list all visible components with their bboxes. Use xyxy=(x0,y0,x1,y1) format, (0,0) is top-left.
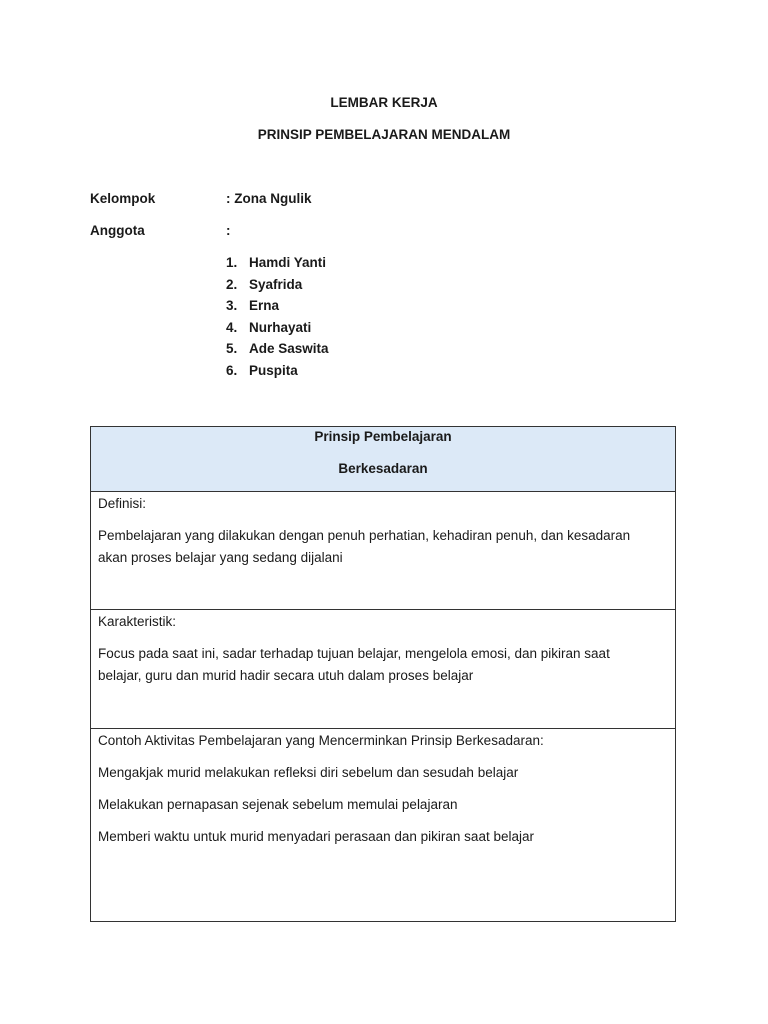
document-subtitle: PRINSIP PEMBELAJARAN MENDALAM xyxy=(257,127,511,142)
karakteristik-label: Karakteristik: xyxy=(98,614,177,629)
kelompok-value: : Zona Ngulik xyxy=(226,191,312,206)
table-header-line2: Berkesadaran xyxy=(338,461,428,476)
karakteristik-cell xyxy=(91,610,675,729)
member-name: Hamdi Yanti xyxy=(249,255,327,270)
definisi-label: Definisi: xyxy=(98,496,147,511)
karakteristik-text-line2: belajar, guru dan murid hadir secara utuh dalam proses belajar xyxy=(98,668,474,683)
member-list xyxy=(226,255,329,385)
list-item: 5. Ade Saswita xyxy=(226,341,329,363)
definisi-cell xyxy=(91,492,675,610)
document-title: LEMBAR KERJA xyxy=(330,95,438,110)
table-header-line1: Prinsip Pembelajaran xyxy=(314,429,452,444)
contoh-item: Memberi waktu untuk murid menyadari perasaan dan pikiran saat belajar xyxy=(98,829,534,844)
anggota-value: : xyxy=(226,223,231,238)
list-item: 6. Puspita xyxy=(226,363,329,385)
list-item: 2. Syafrida xyxy=(226,277,329,299)
contoh-label: Contoh Aktivitas Pembelajaran yang Mencerminkan Prinsip Berkesadaran: xyxy=(98,733,544,748)
member-name: Ade Saswita xyxy=(249,341,329,357)
contoh-item: Melakukan pernapasan sejenak sebelum memulai pelajaran xyxy=(98,797,458,812)
list-item: 4. Nurhayati xyxy=(226,320,329,342)
list-item: 1. Hamdi Yanti xyxy=(226,255,329,277)
contoh-cell xyxy=(91,729,675,921)
definisi-text-line2: akan proses belajar yang sedang dijalani xyxy=(98,550,343,565)
contoh-item: Mengakjak murid melakukan refleksi diri sebelum dan sesudah belajar xyxy=(98,765,519,780)
definisi-text-line1: Pembelajaran yang dilakukan dengan penuh perhatian, kehadiran penuh, dan kesadaran xyxy=(98,528,631,543)
list-item: 3. Erna xyxy=(226,298,329,320)
member-name: Syafrida xyxy=(249,276,303,292)
member-name: Nurhayati xyxy=(249,319,312,335)
karakteristik-text-line1: Focus pada saat ini, sadar terhadap tujuan belajar, mengelola emosi, dan pikiran saat xyxy=(98,646,610,661)
member-name: Erna xyxy=(249,298,280,314)
table-header xyxy=(91,427,675,492)
principle-table xyxy=(90,426,676,922)
member-name: Puspita xyxy=(249,362,298,378)
anggota-label: Anggota xyxy=(90,223,145,238)
kelompok-label: Kelompok xyxy=(90,191,156,206)
